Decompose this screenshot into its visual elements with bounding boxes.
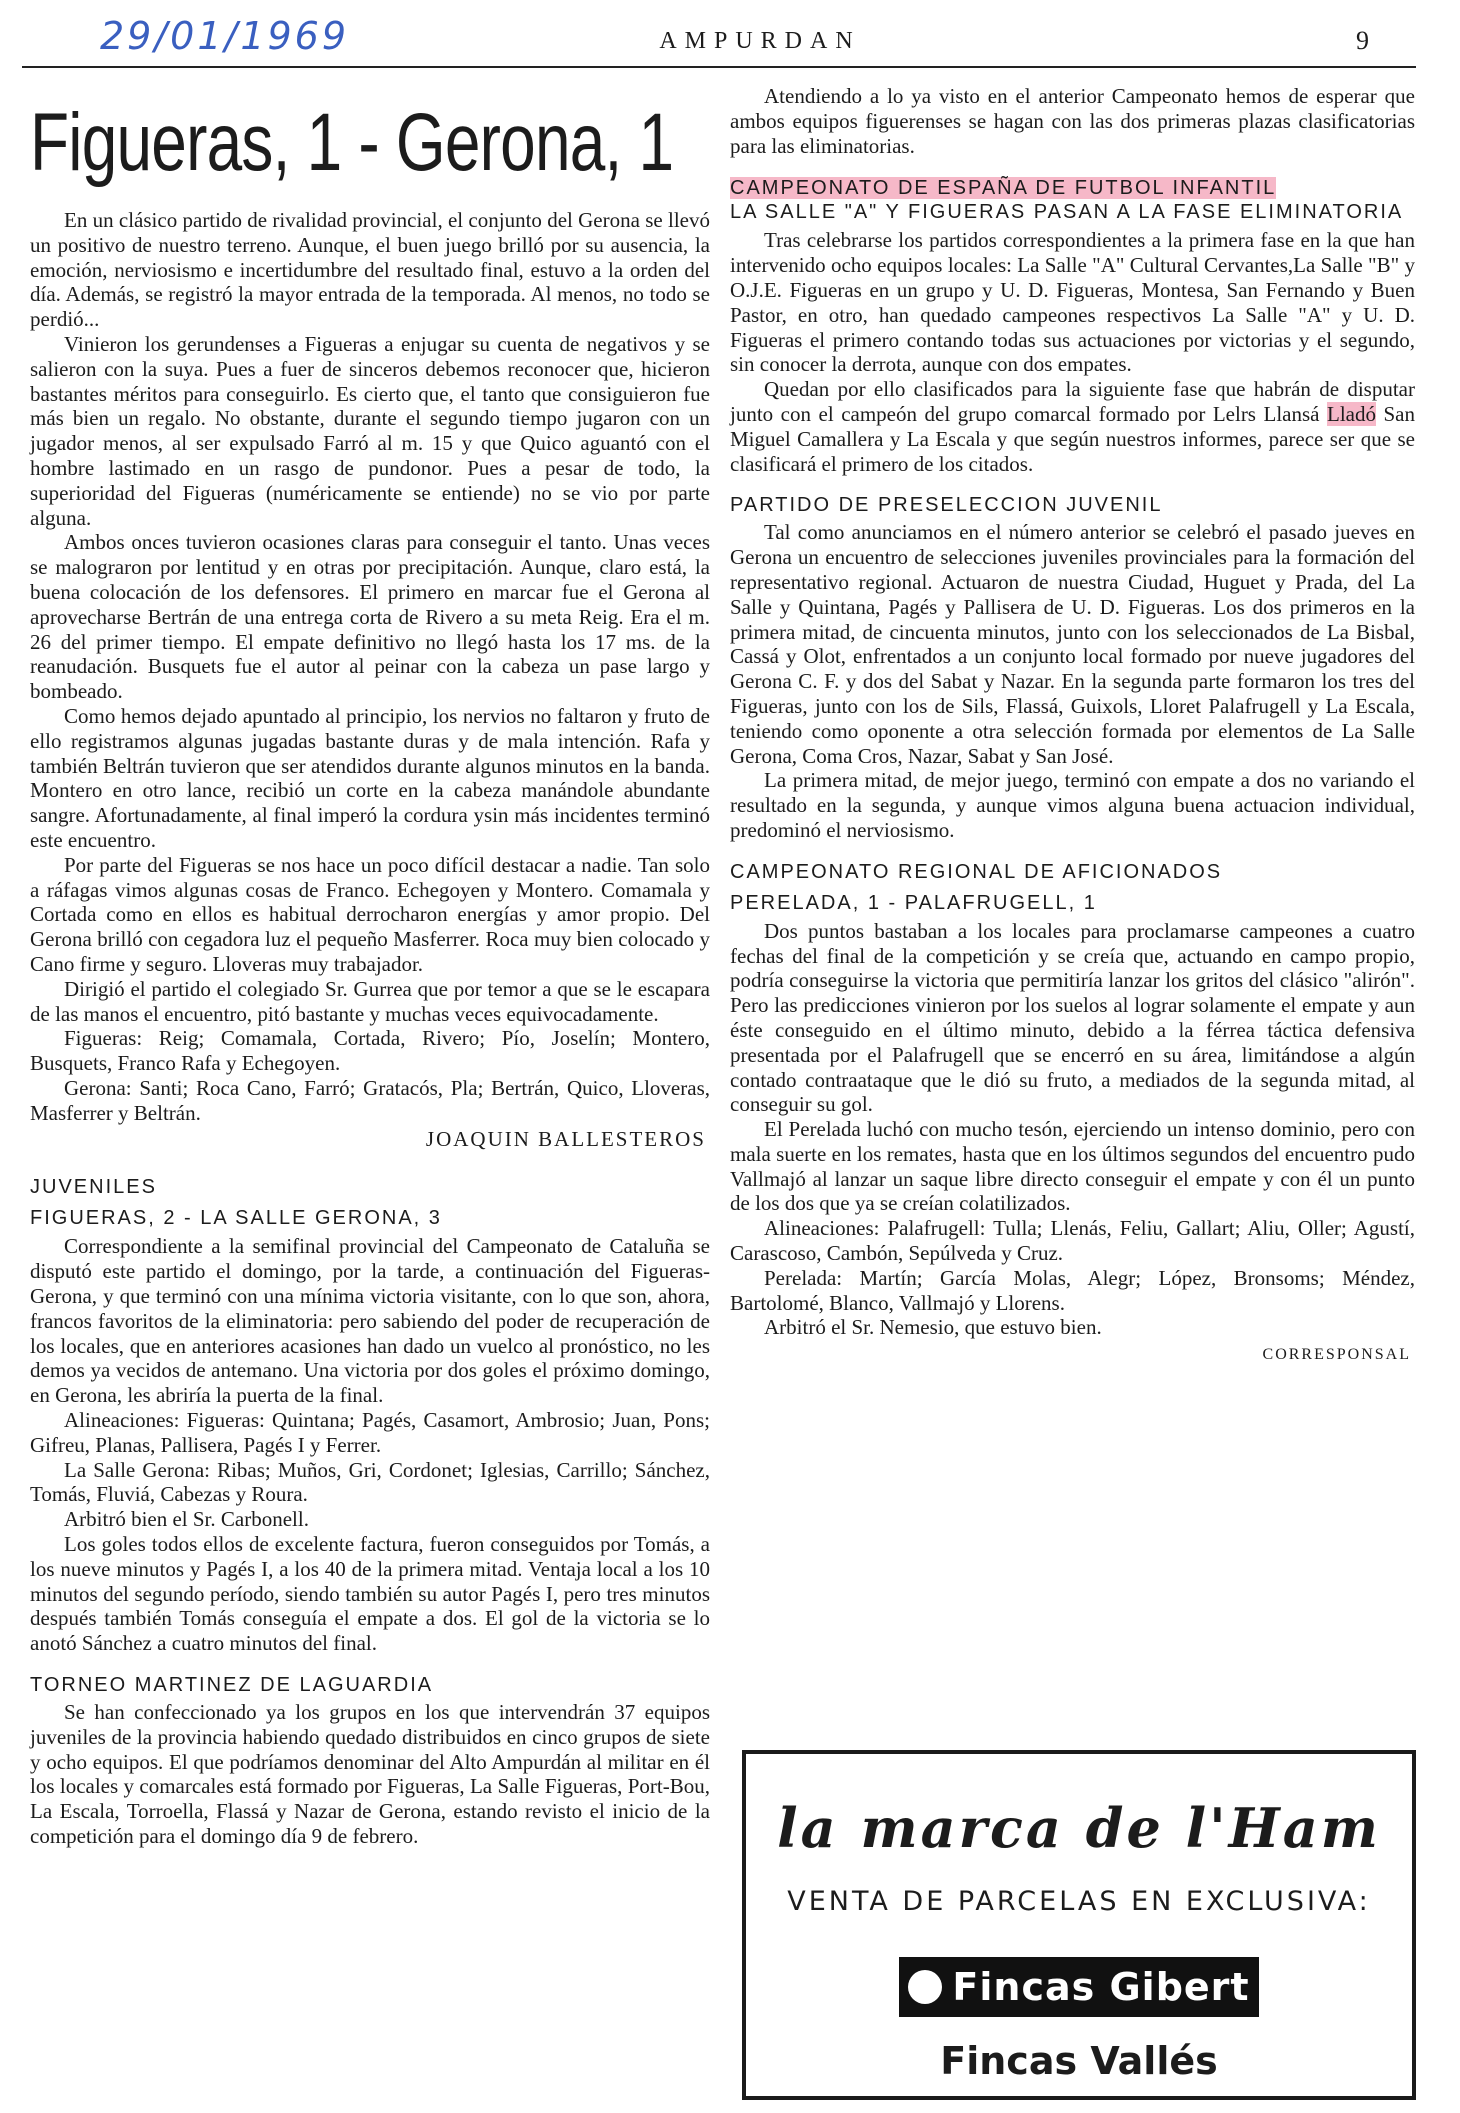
text-span: Quedan por ello clasificados para la siguiente fase que habrán de disputar junto con el campeón del grupo comarcal formado por Lelrs Llansá xyxy=(730,377,1415,426)
article-paragraph: Por parte del Figueras se nos hace un poco difícil destacar a nadie. Tan solo a ráfagas vimos algunas cosas de Franco. Echegoyen y Montero. Comamala y Cortada como en ellos es habitual derrocharon energías y amor propio. Del Gerona brilló con cegadora luz el pequeño Masferrer. Roca muy bien colocado y Cano firme y seguro. Lloveras muy trabajador. xyxy=(30,852,710,976)
ad-script-line: la marca de l'Ham xyxy=(777,1796,1381,1860)
heading-continuation: LA SALLE "A" Y FIGUERAS PASAN A LA FASE ELIMINATORIA xyxy=(730,201,1404,224)
article-paragraph: Perelada: Martín; García Molas, Alegr; López, Bronsoms; Méndez, Bartolomé, Blanco, Vallmajó y Llorens. xyxy=(730,1265,1415,1315)
author-signature: JOAQUIN BALLESTEROS xyxy=(425,1127,706,1152)
section-heading-regional: CAMPEONATO REGIONAL DE AFICIONADOS xyxy=(730,860,1223,883)
section-heading-juveniles: JUVENILES xyxy=(30,1176,157,1199)
highlighted-word: Lladó xyxy=(1327,401,1376,426)
left-column xyxy=(30,82,710,1849)
article-paragraph xyxy=(730,377,1415,476)
article-paragraph: Alineaciones: Palafrugell: Tulla; Llenás, Feliu, Gallart; Aliu, Oller; Agustí, Carascoso, Cambón, Sepúlveda y Cruz. xyxy=(730,1216,1415,1266)
main-headline: Figueras, 1 - Gerona, 1 xyxy=(30,97,674,188)
brand-logo xyxy=(899,1957,1259,2017)
correspondent-signature: CORRESPONSAL xyxy=(1262,1346,1411,1364)
advertisement-box xyxy=(742,1750,1416,2100)
article-paragraph: El Perelada luchó con mucho tesón, ejerciendo un intenso dominio, pero con mala suerte en los remates, hasta que en los últimos segundos del encuentro pudo Vallmajó al lanzar un saque libre directo conseguir el empate y con él un punto de los dos que ya se creían colatilizados. xyxy=(730,1117,1415,1216)
match-subheading: PERELADA, 1 - PALAFRUGELL, 1 xyxy=(730,891,1097,914)
highlighted-heading: CAMPEONATO DE ESPAÑA DE FUTBOL INFANTIL xyxy=(730,177,1277,200)
article-paragraph: La primera mitad, de mejor juego, terminó con empate a dos no variando el resultado en la segunda, y aunque vimos alguna buena actuacion individual, predominó el nerviosismo. xyxy=(730,768,1415,842)
section-heading-preseleccion: PARTIDO DE PRESELECCION JUVENIL xyxy=(730,494,1163,517)
article-paragraph: Tras celebrarse los partidos correspondientes a la primera fase en la que han intervenido ocho equipos locales: La Salle "A" Cultural Cervantes,La Salle "B" y O.J.E. Figueras en un grupo y U. D. Figueras, Montesa, San Fernando y Buen Pastor, en otro, han quedado campeones respectivos La Salle "A" y U. D. Figueras el primero contando todas sus actuaciones por victorias y el segundo, sin conocer la derrota, aunque con dos empates. xyxy=(730,228,1415,377)
ad-footer: Fincas Vallés xyxy=(940,2039,1218,2083)
handwritten-date: 29/01/1969 xyxy=(100,14,350,58)
header-rule xyxy=(22,66,1416,68)
article-paragraph: Dirigió el partido el colegiado Sr. Gurrea que por temor a que se le escapara de las manos el encuentro, pitó bastante y muchas veces equivocadamente. xyxy=(30,976,710,1026)
article-paragraph: Arbitró bien el Sr. Carbonell. xyxy=(64,1507,309,1532)
article-paragraph: Arbitró el Sr. Nemesio, que estuvo bien. xyxy=(764,1315,1102,1340)
match-subheading: FIGUERAS, 2 - LA SALLE GERONA, 3 xyxy=(30,1207,442,1230)
lineup-gerona: Gerona: Santi; Roca Cano, Farró; Gratacós, Pla; Bertrán, Quico, Lloveras, Masferrer y Beltrán. xyxy=(30,1075,710,1125)
ad-tagline: VENTA DE PARCELAS EN EXCLUSIVA: xyxy=(787,1886,1371,1917)
article-paragraph: Los goles todos ellos de excelente factura, fueron conseguidos por Tomás, a los nueve minutos y Pagés I, a los 40 de la primera mitad. Ventaja local a los 10 minutos del segundo período, siendo también su autor Pagés I, pero tres minutos después también Tomás conseguía el empate a dos. El gol de la victoria se lo anotó Sánchez a cuatro minutos del final. xyxy=(30,1532,710,1656)
article-paragraph: Se han confeccionado ya los grupos en los que intervendrán 37 equipos juveniles de la provincia habiendo quedado distribuidos en cinco grupos de siete y ocho equipos. El que podríamos denominar del Alto Ampurdán al militar en él los locales y comarcales está formado por Figueras, La Salle Figueras, Port-Bou, La Escala, Torroella, Flassá y Nazar de Gerona, estando revisto el inicio de la competición para el domingo día 9 de febrero. xyxy=(30,1700,710,1849)
article-paragraph: Dos puntos bastaban a los locales para proclamarse campeones a cuatro fechas del final de la competición y se creía que, actuando en campo propio, podría conseguirse la victoria que permitiría lanzar los gritos del clásico "alirón". Pero las predicciones vinieron por los suelos al lograr solamente el empate y aun éste conseguido en el último minuto, debido a la férrea táctica defensiva presentada por el Palafrugell que se encerró en su área, limitándose a algún contado contraataque que le dió su fruto, a mediados de la segunda mitad, al conseguir su gol. xyxy=(730,918,1415,1117)
article-paragraph: Vinieron los gerundenses a Figueras a enjugar su cuenta de negativos y se salieron con la suya. Pues a fuer de sinceros debemos reconocer que, hicieron bastantes méritos para conseguirlo. Es cierto que, el tanto que consiguieron fue más bien un regalo. No obstante, durante el segundo tiempo jugaron con un jugador menos, al ser expulsado Farró al m. 15 y que Quico aguantó con el hombre lastimado en un rasgo de pundonor. Pues a pesar de todo, la superioridad del Figueras (numéricamente se entiende) no se vio por parte alguna. xyxy=(30,331,710,530)
lineup-figueras: Figueras: Reig; Comamala, Cortada, Rivero; Pío, Joselín; Montero, Busquets, Franco Rafa y Echegoyen. xyxy=(30,1026,710,1076)
article-paragraph: Correspondiente a la semifinal provincial del Campeonato de Cataluña se disputó este partido el domingo, por la tarde, a continuación del Figueras-Gerona, y que terminó con una mínima victoria visitante, con lo que son, ahora, francos favoritos de la eliminatoria: pero sabiendo del poder de recuperación de los locales, que en anteriores acasiones han dado un vuelco al pronóstico, no les demos ya vecidos de antemano. Una victoria por dos goles el próximo domingo, en Gerona, les abriría la puerta de la final. xyxy=(30,1234,710,1408)
section-heading-torneo: TORNEO MARTINEZ DE LAGUARDIA xyxy=(30,1674,434,1697)
article-paragraph: Ambos onces tuvieron ocasiones claras para conseguir el tanto. Unas veces se malograron por lentitud y en otras por precipitación. Aunque, claro está, la buena colocación de los defensores. El primero en marcar fue el Gerona al aprovecharse Bertrán de una entrega corta de Rivero a su meta Reig. Era el m. 26 del primer tiempo. El empate definitivo no llegó hasta los 17 ms. de la reanudación. Busquets fue el autor al peinar con la cabeza un pase largo y bombeado. xyxy=(30,530,710,704)
section-heading-infantil xyxy=(730,176,1415,224)
text-span: San Miguel Camallera y La Escala y que según nuestros informes, parece ser que se clasificará el primero de los citados. xyxy=(730,401,1416,476)
article-paragraph: Atendiendo a lo ya visto en el anterior Campeonato hemos de esperar que ambos equipos figuerenses se hagan con las dos primeras plazas clasificatorias para las eliminatorias. xyxy=(730,84,1415,158)
brand-circle-icon xyxy=(908,1970,942,2004)
article-paragraph: Como hemos dejado apuntado al principio, los nervios no faltaron y fruto de ello registramos algunas jugadas bastante duras y de mala intención. Rafa y también Beltrán tuvieron que ser atendidos durante algunos minutos en la banda. Montero en otro lance, recibió un corte en la cabeza manándole abundante sangre. Afortunadamente, al final imperó la cordura ysin más incidentes terminó este encuentro. xyxy=(30,703,710,852)
page-number: 9 xyxy=(1356,26,1369,55)
article-paragraph: Tal como anunciamos en el número anterior se celebró el pasado jueves en Gerona un encuentro de selecciones juveniles provinciales para la formación del representativo regional. Actuaron de nuestra Ciudad, Huguet y Prada, del La Salle y Quintana, Pagés y Pallisera de U. D. Figueras. Los dos primeros en la primera mitad, de cincuenta minutos, junto con los seleccionados de La Bisbal, Cassá y Olot, enfrentados a un conjunto local formado por nueve jugadores del Gerona C. F. y dos del Sabat y Nazar. En la segunda parte formaron los tres del Figueras, junto con los de Sils, Flassá, Guixols, Lloret Palafrugell y La Escala, teniendo como oponente a otra selección formada por elementos de La Salle Gerona, Coma Cros, Nazar, Sabat y San José. xyxy=(730,520,1415,768)
brand-name: Fincas Gibert xyxy=(952,1965,1250,2009)
masthead: AMPURDAN xyxy=(659,28,861,54)
article-paragraph: Alineaciones: Figueras: Quintana; Pagés, Casamort, Ambrosio; Juan, Pons; Gifreu, Planas, Pallisera, Pagés I y Ferrer. xyxy=(30,1408,710,1457)
article-paragraph: En un clásico partido de rivalidad provincial, el conjunto del Gerona se llevó un positivo de nuestro terreno. Aunque, el buen juego brilló por su ausencia, la emoción, nerviosismo e incertidumbre del resultado final, estuvo a la orden del día. Además, se registró la mayor entrada de la temporada. Al menos, no todo se perdió... xyxy=(30,208,710,332)
article-paragraph: La Salle Gerona: Ribas; Muños, Gri, Cordonet; Iglesias, Carrillo; Sánchez, Tomás, Fluviá, Cabezas y Roura. xyxy=(30,1457,710,1507)
right-column xyxy=(730,84,1415,1364)
